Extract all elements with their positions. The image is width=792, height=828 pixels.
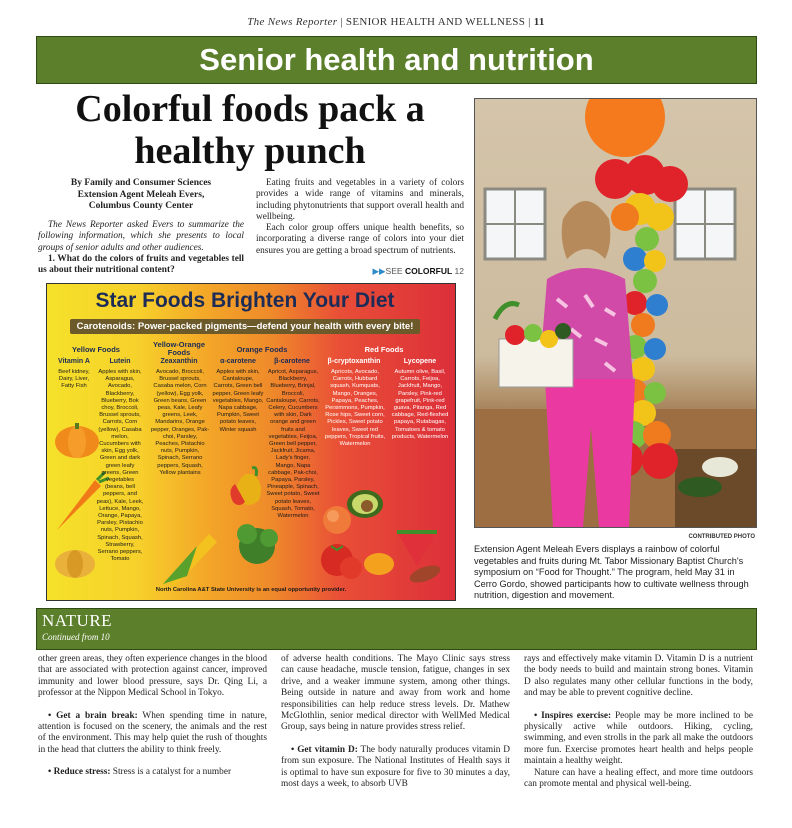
tomato-icon <box>321 544 362 579</box>
infographic-disclaimer: North Carolina A&T State University is an equal opportunity provider. <box>155 587 347 593</box>
group-red: Red Foods <box>364 345 404 354</box>
mango-icon <box>364 553 394 575</box>
foods-beta-carotene: Apricot, Asparagus, Blackberry, Blueberry, Brinjal, Broccoli, Cantaloupe, Carrots, Celery, Cucumbers with skin, Dark orange and green fruits and vegetables, Feijoa, Green bell pepper, Jackfruit, Jicama, Lady's finger, Mango, Napa cabbage, Pak-choi, Papaya, Parsley, Pineapple, Spinach, Sweet potato, Sweet potato leaves, Squash, Tomato, Watermelon <box>266 369 320 520</box>
foods-vitamin-a: Beef kidney, Dairy, Liver, Fatty Fish <box>58 369 90 390</box>
page-number: 11 <box>533 16 545 28</box>
nature-continued: Continued from 10 <box>42 632 110 642</box>
nutrient-zeaxanthin: Zeaxanthin <box>160 358 198 365</box>
peach-icon <box>323 506 351 534</box>
sweet-potato-icon <box>408 562 443 586</box>
photo-credit: CONTRIBUTED PHOTO <box>688 534 755 540</box>
answer-paragraph: Each color group offers unique health benefits, so incorporating a diverse range of colors into your diet ensures you are getting a broad spectrum of nutrients. <box>256 223 464 256</box>
page-folio: The News Reporter | SENIOR HEALTH AND WELLNESS | 11 <box>247 16 545 28</box>
article-intro <box>38 220 244 276</box>
nutrient-vitamin-a: Vitamin A <box>58 358 90 365</box>
nutrient-lycopene: Lycopene <box>403 358 437 365</box>
article-photo <box>474 98 757 528</box>
jump-arrow-icon: ▶▶ <box>372 266 386 276</box>
nature-title: NATURE <box>42 611 113 630</box>
squash-icon <box>55 550 95 578</box>
nature-column-2: of adverse health conditions. The Mayo Clinic says stress can cause headache, muscle tension, fatigue, changes in sex drive, and a weaker immune system, among other things. Being outside in nature and away from work and home responsibilities can help reduce stress levels. Dr. Mathew McGlothlin, senior medical director with WellMed Medical Group, says being in nature provides stress relief. • Get vitamin D: The body naturally produces vitamin D from sun exposure. The National Institutes of Health says it is optimal to have sun exposure for five to 30 minutes a day, most days a week, to absorb UVB <box>281 654 510 790</box>
nature-column-3: rays and effectively make vitamin D. Vitamin D is a nutrient the body needs to build and maintain strong bones. Vitamin D also regulates many other cellular functions in the body, and may be able to prevent cognitive decline. • Inspires exercise: People may be more inclined to be physically active while outdoors. Hiking, cycling, swimming, and even strolls in the park all make the outdoors more fun. Exercise promotes heart health and helps people maintain a healthy weight. Nature can have a healing effect, and more time outdoors can promote mental and physical well-being. <box>524 654 753 790</box>
foods-lycopene: Autumn olive, Basil, Carrots, Feijoa, Jackfruit, Mango, Parsley, Pink-red grapefruit, Pink-red guava, Pitanga, Red cabbage, Red-fleshed papaya, Rutabagas, Tomatoes & tomato products, Watermelon <box>391 369 449 440</box>
section-name: SENIOR HEALTH AND WELLNESS <box>345 16 526 28</box>
group-yellow-orange: Yellow-Orange Foods <box>152 340 206 357</box>
foods-zeaxanthin: Avocado, Broccoli, Brussel sprouts, Casaba melon, Corn (yellow), Egg yolk, Green beans, Green peas, Kale, Leafy greens, Leek, Mandarins, Orange pepper, Oranges, Pak-choi, Parsley, Peaches, Pistachio nuts, Pumpkin, Spinach, Serrano peppers, Squash, Yellow plantains <box>150 369 210 476</box>
foods-beta-cryptoxanthin: Apricots, Avocado, Carrots, Hubbard squash, Kumquats, Mango, Oranges, Papaya, Peaches, Persimmons, Pumpkin, Rose hips, Sweet corn, Pickles, Sweet potato leaves, Sweet red peppers, Tropical fruits, Watermelon <box>324 369 386 448</box>
nutrient-beta-carotene: β-carotene <box>274 358 310 365</box>
article-answer <box>256 178 464 257</box>
infographic-subtitle: Carotenoids: Power-packed pigments—defend your health with every bite! <box>70 319 420 334</box>
bell-pepper-icon <box>230 468 261 505</box>
answer-paragraph: Eating fruits and vegetables in a variety of colors provides a wide range of vitamins and minerals, including phytonutrients that support overall health and wellbeing. <box>256 178 464 222</box>
section-banner <box>36 36 757 84</box>
jump-label: COLORFUL <box>404 266 453 276</box>
jump-page: 12 <box>454 266 464 276</box>
photo-scene-image <box>475 99 756 527</box>
watermelon-icon <box>397 532 437 566</box>
byline: By Family and Consumer Sciences Extension Agent Meleah Evers, Columbus County Center <box>70 178 212 211</box>
foods-lutein: Apples with skin, Asparagus, Avocado, Blackberry, Blueberry, Bok choy, Broccoli, Brussel sprouts, Carrots, Corn (yellow), Casaba melon, Cucumbers with skin, Egg yolk, Green and dark green leafy greens, Green vegetables (beans, bell peppers, and peas), Kale, Leek, Lettuce, Mango, Orange, Papaya, Parsley, Pistachio nuts, Pumpkin, Spinach, Squash, Strawberry, Serrano peppers, Tomato <box>96 369 144 563</box>
avocado-icon <box>347 490 383 518</box>
section-banner-title: Senior health and nutrition <box>199 42 594 77</box>
publication-name: The News Reporter <box>247 16 338 28</box>
nutrient-alpha-carotene: α-carotene <box>220 358 256 365</box>
nutrient-beta-cryptoxanthin: β-cryptoxanthin <box>327 358 381 365</box>
headline: Colorful foods pack a healthy punch <box>75 88 425 172</box>
corn-icon <box>163 534 217 586</box>
infographic-title: Star Foods Brighten Your Diet <box>95 289 395 312</box>
nature-banner <box>36 608 757 650</box>
foods-alpha-carotene: Apples with skin, Cantaloupe, Carrots, Green bell pepper, Green leafy vegetables, Mango, Napa cabbage, Pumpkin, Sweet potato leaves, Winter squash <box>212 369 264 433</box>
group-yellow: Yellow Foods <box>72 345 120 354</box>
jump-line[interactable]: ▶▶SEE COLORFUL 12 <box>372 266 464 276</box>
question-1: 1. What do the colors of fruits and vegetables tell us about their nutritional content? <box>38 253 244 276</box>
kale-icon <box>237 524 278 564</box>
intro-italic: The News Reporter asked Evers to summarize the following information, which she presents to local groups of senior adults and other audiences. <box>38 220 244 253</box>
pumpkin-icon <box>55 423 99 458</box>
nature-column-1: other green areas, they often experience changes in the blood that are associated with protection against cancer, improved immunity and lower blood pressure, says Dr. Qing Li, a professor at the Nippon Medical School in Tokyo. • Get a brain break: When spending time in nature, attention is focused on the scenery, the animals and the rest of the environment. This may help quiet the rush of thoughts in the head that clutters the ability to think freely. • Reduce stress: Stress is a catalyst for a number <box>38 654 267 778</box>
photo-caption: Extension Agent Meleah Evers displays a rainbow of colorful vegetables and fruits during Mt. Tabor Missionary Baptist Church's symposium on “Food for Thought.” The program, held May 31 in Cerro Gordo, showed participants how to cultivate wellness through nutrition, digestion and movement. <box>474 544 749 600</box>
nutrient-lutein: Lutein <box>109 358 131 365</box>
group-orange: Orange Foods <box>236 345 288 354</box>
